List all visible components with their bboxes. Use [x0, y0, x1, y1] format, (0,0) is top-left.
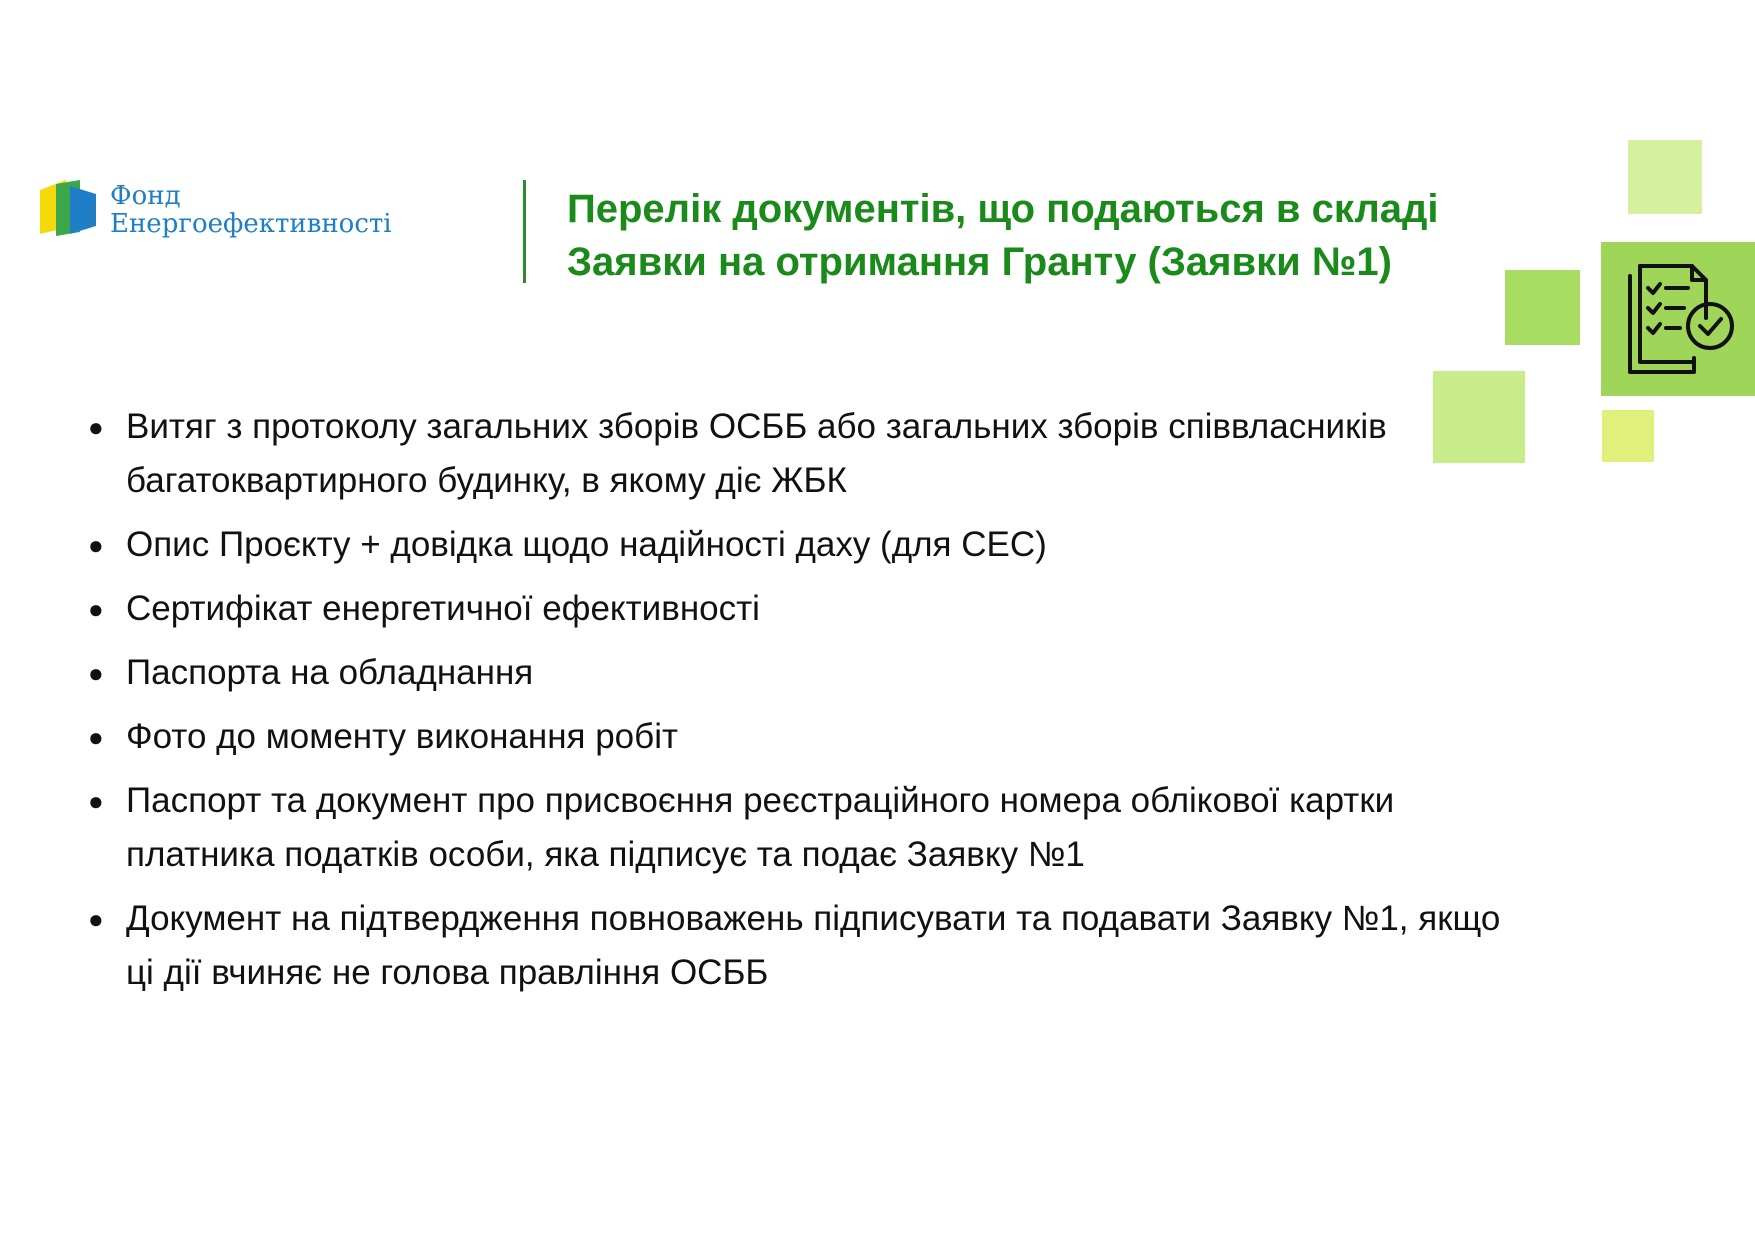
- list-item-text: Паспорт та документ про присвоєння реєстраційного номера облікової картки платника податків особи, яка підписує та подає Заявку №1: [126, 781, 1395, 874]
- bullet-icon: ●: [88, 904, 104, 934]
- deco-square-top: [1628, 140, 1702, 214]
- deco-square-small: [1602, 410, 1654, 462]
- list-item: [88, 892, 1508, 1000]
- list-item-text: Сертифікат енергетичної ефективності: [126, 589, 760, 628]
- deco-square-mid: [1505, 270, 1580, 345]
- fund-logo-icon: [40, 176, 96, 238]
- list-item: [88, 710, 1508, 764]
- fund-logo-line2: Енергоефективності: [110, 209, 392, 239]
- bullet-icon: ●: [88, 722, 104, 752]
- page-title: [567, 183, 1567, 289]
- list-item: [88, 646, 1508, 700]
- list-item: [88, 400, 1508, 508]
- list-item-text: Опис Проєкту + довідка щодо надійності даху (для СЕС): [126, 525, 1047, 564]
- page-title-line2: Заявки на отримання Гранту (Заявки №1): [567, 240, 1392, 284]
- fund-logo-line1: Фонд: [110, 181, 181, 211]
- header-divider: [523, 180, 526, 283]
- documents-list: [88, 400, 1508, 1010]
- page-title-line1: Перелік документів, що подаються в складі: [567, 187, 1439, 231]
- fund-logo-text: [110, 182, 392, 238]
- bullet-icon: ●: [88, 786, 104, 816]
- list-item-text: Документ на підтвердження повноважень підписувати та подавати Заявку №1, якщо ці дії вчиняє не голова правління ОСББ: [126, 899, 1501, 992]
- list-item: [88, 518, 1508, 572]
- checklist-document-icon: [1622, 262, 1740, 380]
- list-item-text: Витяг з протоколу загальних зборів ОСББ або загальних зборів співвласників багатоквартирного будинку, в якому діє ЖБК: [126, 407, 1387, 500]
- list-item: [88, 774, 1508, 882]
- list-item-text: Паспорта на обладнання: [126, 653, 534, 692]
- fund-logo: [40, 176, 400, 242]
- bullet-icon: ●: [88, 530, 104, 560]
- list-item: [88, 582, 1508, 636]
- list-item-text: Фото до моменту виконання робіт: [126, 717, 679, 756]
- bullet-icon: ●: [88, 594, 104, 624]
- bullet-icon: ●: [88, 412, 104, 442]
- bullet-icon: ●: [88, 658, 104, 688]
